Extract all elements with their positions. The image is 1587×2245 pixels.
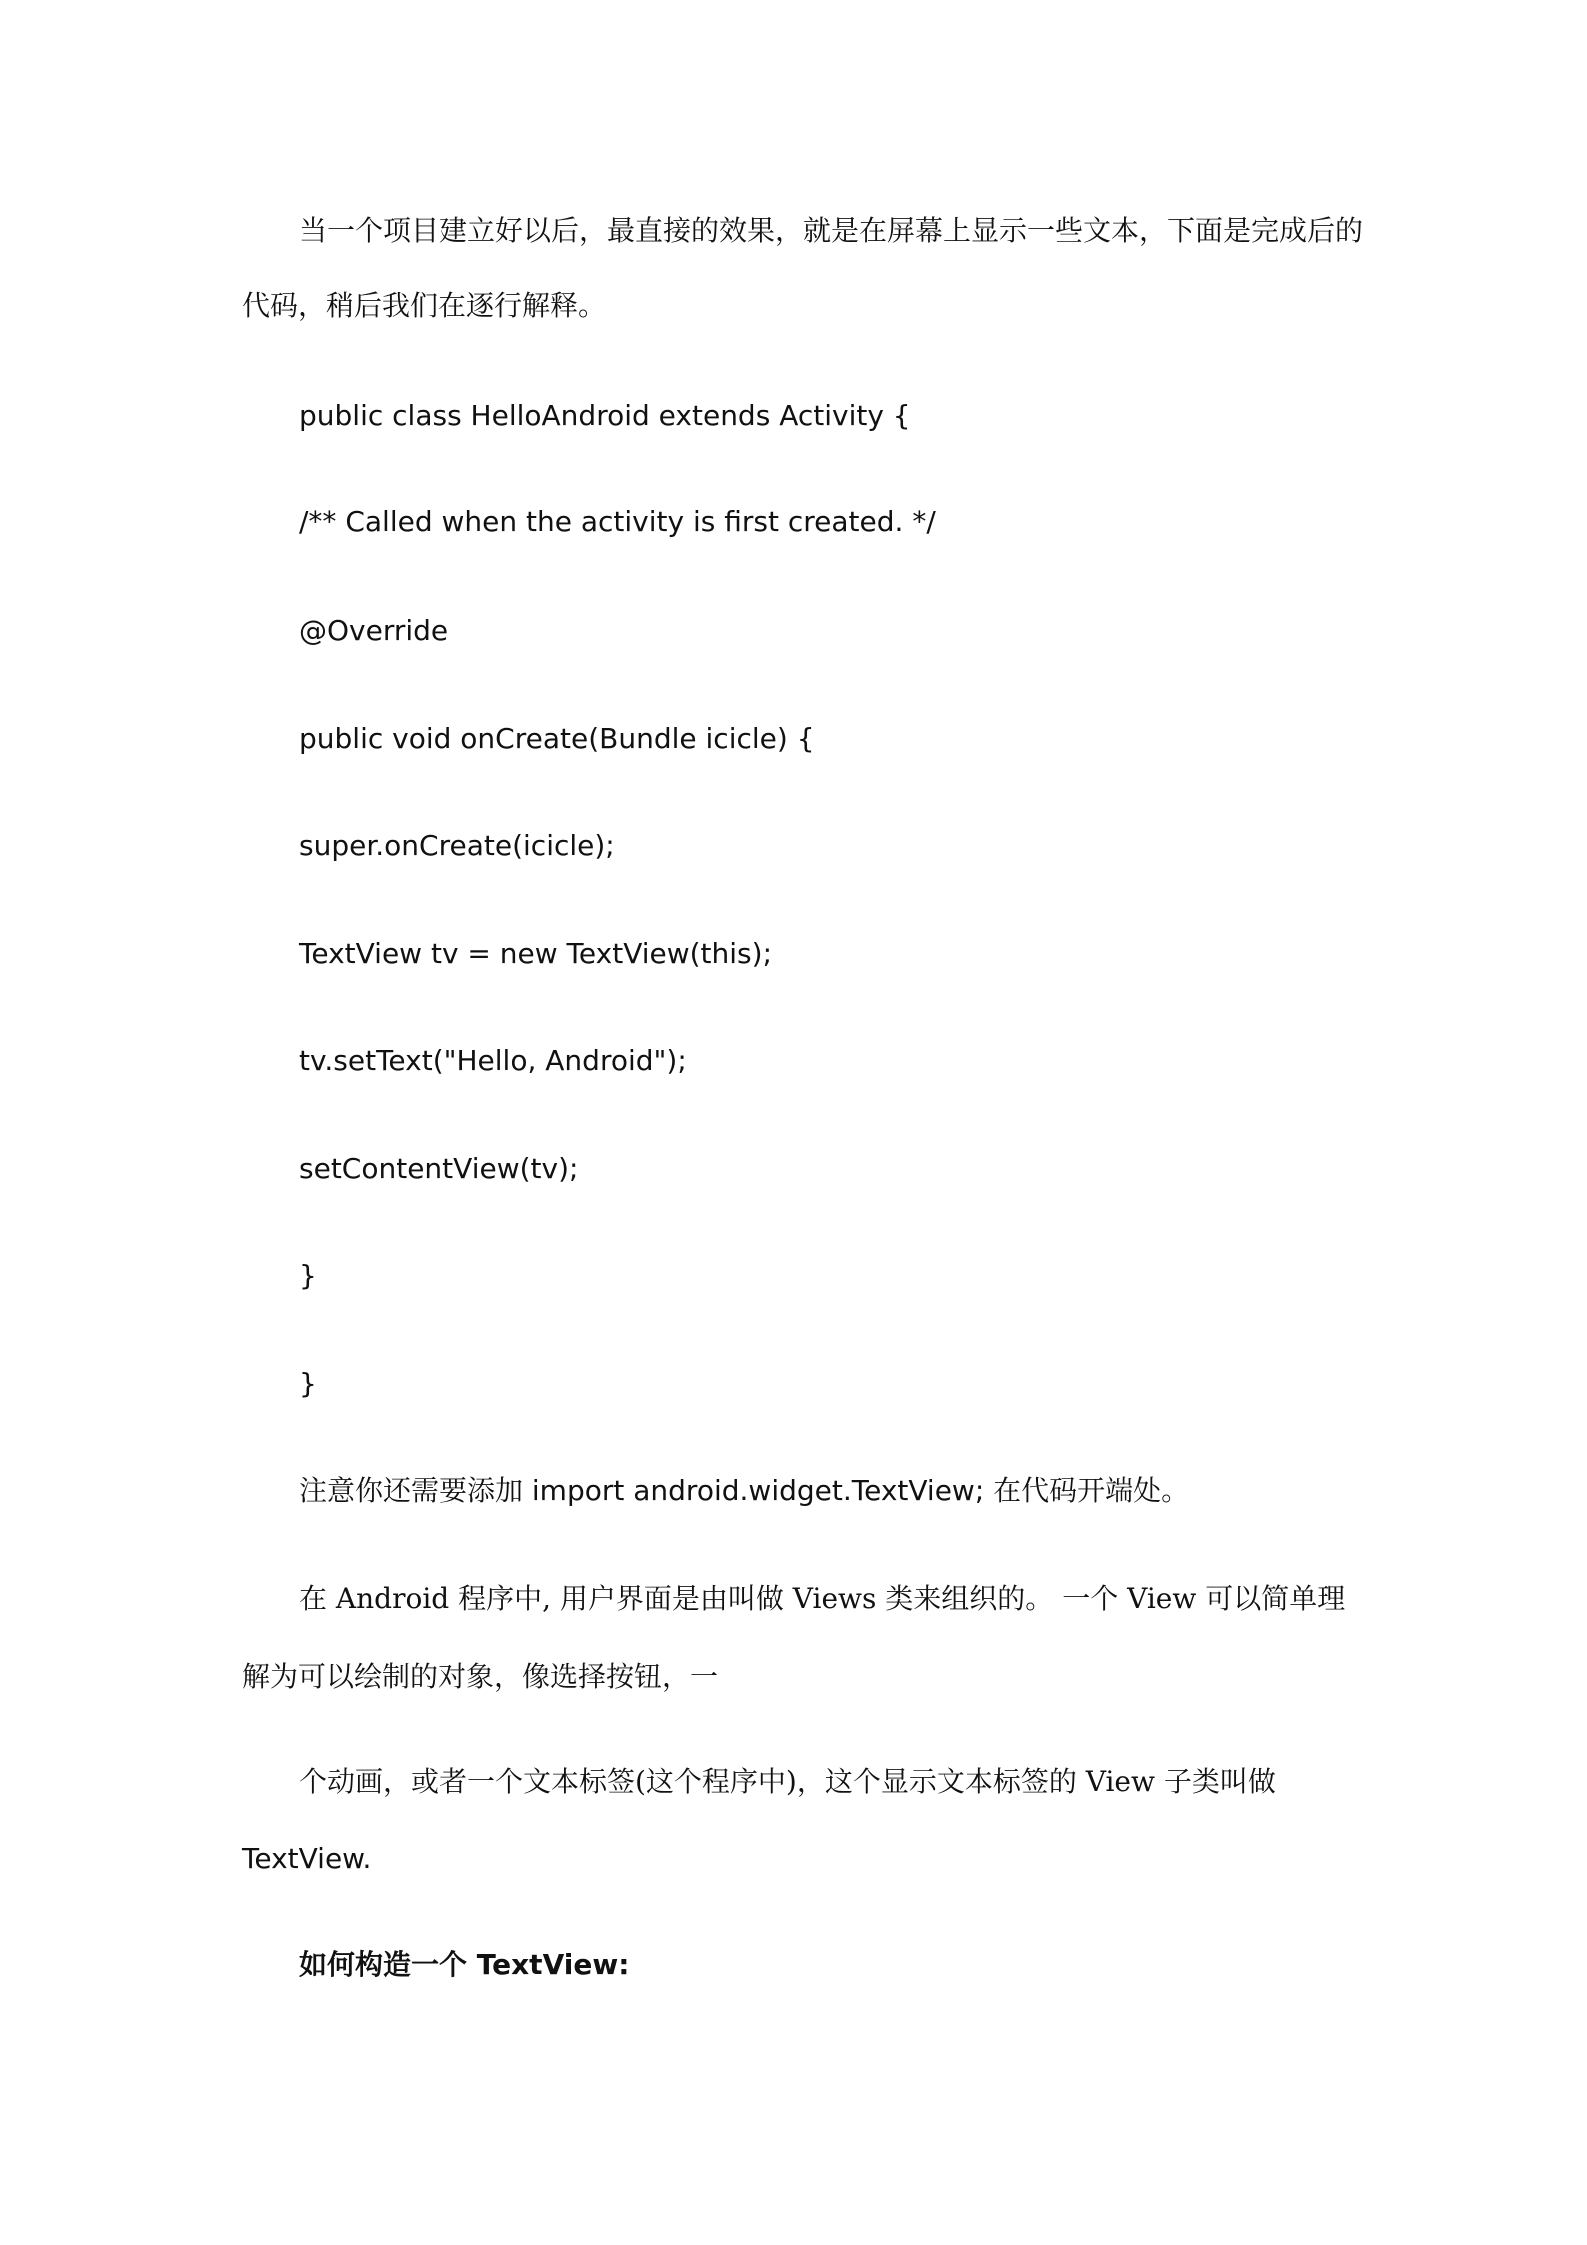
- intro-line-1: 当一个项目建立好以后，最直接的效果，就是在屏幕上显示一些文本，下面是完成后的: [299, 214, 1364, 247]
- para2-line-1: 在 Android 程序中, 用户界面是由叫做 Views 类来组织的。 一个 View 可以简单理: [299, 1582, 1346, 1615]
- code-line: /** Called when the activity is first created. */: [299, 505, 936, 538]
- code-line: public class HelloAndroid extends Activity {: [299, 399, 911, 432]
- intro-line-2: 代码，稍后我们在逐行解释。: [242, 289, 607, 322]
- para2-line-2: 解为可以绘制的对象，像选择按钮，一: [242, 1660, 719, 1693]
- para3-line-2: TextView.: [242, 1842, 372, 1875]
- note-code: import android.widget.TextView;: [531, 1474, 985, 1507]
- code-line: }: [299, 1259, 317, 1292]
- section-heading: 如何构造一个 TextView:: [299, 1948, 630, 1981]
- import-note: [299, 1473, 1189, 1509]
- code-line: }: [299, 1367, 317, 1400]
- code-line: TextView tv = new TextView(this);: [299, 937, 773, 970]
- code-line: setContentView(tv);: [299, 1152, 579, 1185]
- code-line: tv.setText("Hello, Android");: [299, 1044, 687, 1077]
- note-pre: 注意你还需要添加: [299, 1474, 532, 1507]
- code-line: @Override: [299, 614, 449, 647]
- code-line: super.onCreate(icicle);: [299, 829, 615, 862]
- note-post: 在代码开端处。: [984, 1474, 1190, 1507]
- code-line: public void onCreate(Bundle icicle) {: [299, 722, 815, 755]
- para3-line-1: 个动画，或者一个文本标签(这个程序中)，这个显示文本标签的 View 子类叫做: [299, 1765, 1276, 1798]
